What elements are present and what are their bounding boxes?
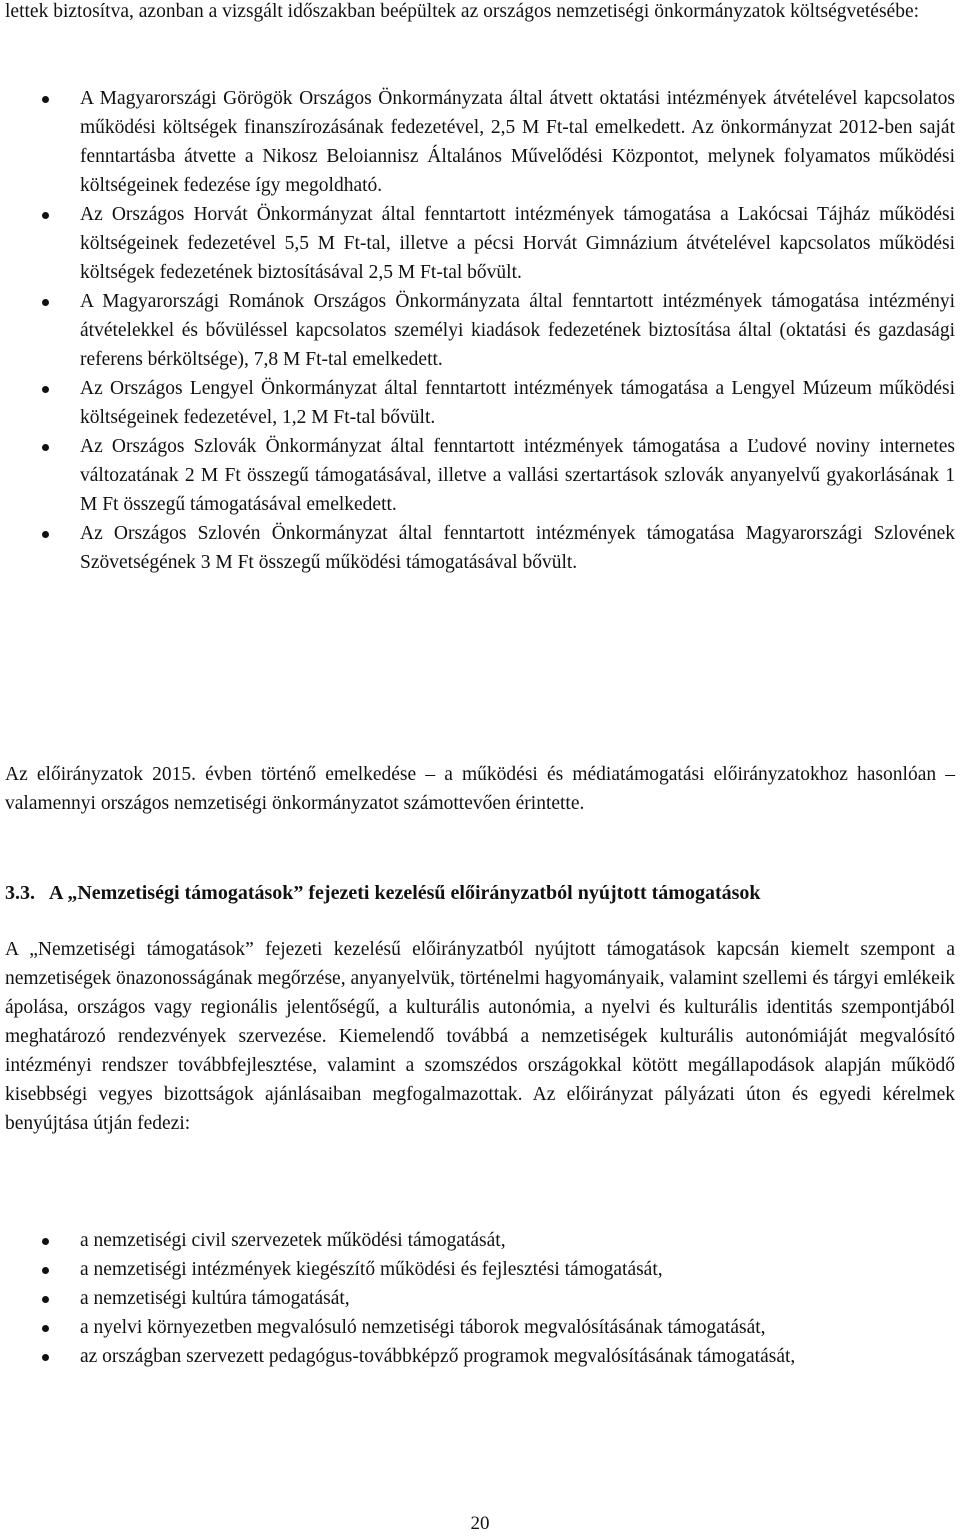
list-item-text: A Magyarországi Románok Országos Önkormányzata által fenntartott intézmények támogatása intézményi átvételekkel és bővüléssel kapcsolatos személyi kiadások fedezetének biztosítása által (oktatási és gazdasági referens bérköltsége), 7,8 M Ft-tal emelkedett. [80, 291, 955, 370]
bullet-icon [42, 1354, 49, 1361]
list-item [5, 1342, 955, 1371]
list-item [5, 287, 955, 374]
second-bullet-list [5, 1226, 955, 1371]
page-number: 20 [470, 1513, 490, 1534]
bullet-icon [42, 212, 49, 219]
section-number: 3.3. [5, 882, 35, 904]
list-item-text: a nemzetiségi civil szervezetek működési támogatását, [80, 1230, 506, 1251]
first-bullet-list [5, 84, 955, 577]
list-item [5, 432, 955, 519]
list-item [5, 1226, 955, 1255]
list-item [5, 374, 955, 432]
bullet-icon [42, 1325, 49, 1332]
bullet-icon [42, 299, 49, 306]
list-item-text: Az Országos Szlovák Önkormányzat által fenntartott intézmények támogatása a Ľudové noviny internetes változatának 2 M Ft összegű támogatásával, illetve a vallási szertartások szlovák anyanyelvű gyakorlásának 1 M Ft összegű támogatásával emelkedett. [80, 436, 955, 515]
bullet-icon [42, 444, 49, 451]
bullet-icon [42, 96, 49, 103]
list-item [5, 84, 955, 200]
list-item-text: Az Országos Lengyel Önkormányzat által fenntartott intézmények támogatása a Lengyel Múzeum működési költségeinek fedezetével, 1,2 M Ft-tal bővült. [80, 378, 955, 428]
list-item-text: a nemzetiségi intézmények kiegészítő működési és fejlesztési támogatását, [80, 1259, 663, 1280]
list-item [5, 519, 955, 577]
list-item-text: A Magyarországi Görögök Országos Önkormányzata által átvett oktatási intézmények átvételével kapcsolatos működési költségek finanszírozásának fedezetével, 2,5 M Ft-tal emelkedett. Az önkormányzat 2012-ben saját fenntartásba átvette a Nikosz Beloiannisz Általános Művelődési Központot, melynek folyamatos működési költségeinek fedezése így megoldható. [80, 88, 955, 196]
bullet-icon [42, 531, 49, 538]
section-title: A „Nemzetiségi támogatások” fejezeti kezelésű előirányzatból nyújtott támogatások [49, 882, 761, 904]
bullet-icon [42, 1238, 49, 1245]
list-item-text: a nemzetiségi kultúra támogatását, [80, 1288, 350, 1309]
list-item [5, 200, 955, 287]
section-paragraph: A „Nemzetiségi támogatások” fejezeti kezelésű előirányzatból nyújtott támogatások kapcsán kiemelt szempont a nemzetiségek önazonosságának megőrzése, anyanyelvük, történelmi hagyományaik, valamint szellemi és tárgyi emlékeik ápolása, országos vagy regionális jelentőségű, a kulturális autonómia, a nyelvi és kulturális identitás szempontjából meghatározó rendezvények szervezése. Kiemelendő továbbá a nemzetiségek kulturális autonómiáját megvalósító intézményi rendszer továbbfejlesztése, valamint a szomszédos országokkal kötött megállapodások alapján működő kisebbségi vegyes bizottságok ajánlásaiban megfogalmazottak. Az előirányzat pályázati úton és egyedi kérelmek benyújtása útján fedezi: [5, 939, 955, 1134]
bullet-icon [42, 1296, 49, 1303]
intro-paragraph: lettek biztosítva, azonban a vizsgált időszakban beépültek az országos nemzetiségi önkormányzatok költségvetésébe: [5, 1, 920, 22]
list-item-text: Az Országos Horvát Önkormányzat által fenntartott intézmények támogatása a Lakócsai Tájház működési költségeinek fedezetével 5,5 M Ft-tal, illetve a pécsi Horvát Gimnázium átvételével kapcsolatos működési költségek fedezetének biztosításával 2,5 M Ft-tal bővült. [80, 204, 955, 283]
list-item [5, 1255, 955, 1284]
bullet-icon [42, 1267, 49, 1274]
list-item-text: a nyelvi környezetben megvalósuló nemzetiségi táborok megvalósításának támogatását, [80, 1317, 766, 1338]
list-item [5, 1313, 955, 1342]
bullet-icon [42, 386, 49, 393]
list-item [5, 1284, 955, 1313]
summary-paragraph: Az előirányzatok 2015. évben történő emelkedése – a működési és médiatámogatási előirányzatokhoz hasonlóan – valamennyi országos nemzetiségi önkormányzatot számottevően érintette. [5, 764, 955, 814]
list-item-text: az országban szervezett pedagógus-továbbképző programok megvalósításának támogatását, [80, 1346, 796, 1367]
list-item-text: Az Országos Szlovén Önkormányzat által fenntartott intézmények támogatása Magyarországi Szlovének Szövetségének 3 M Ft összegű működési támogatásával bővült. [80, 523, 955, 573]
section-heading [5, 879, 955, 908]
